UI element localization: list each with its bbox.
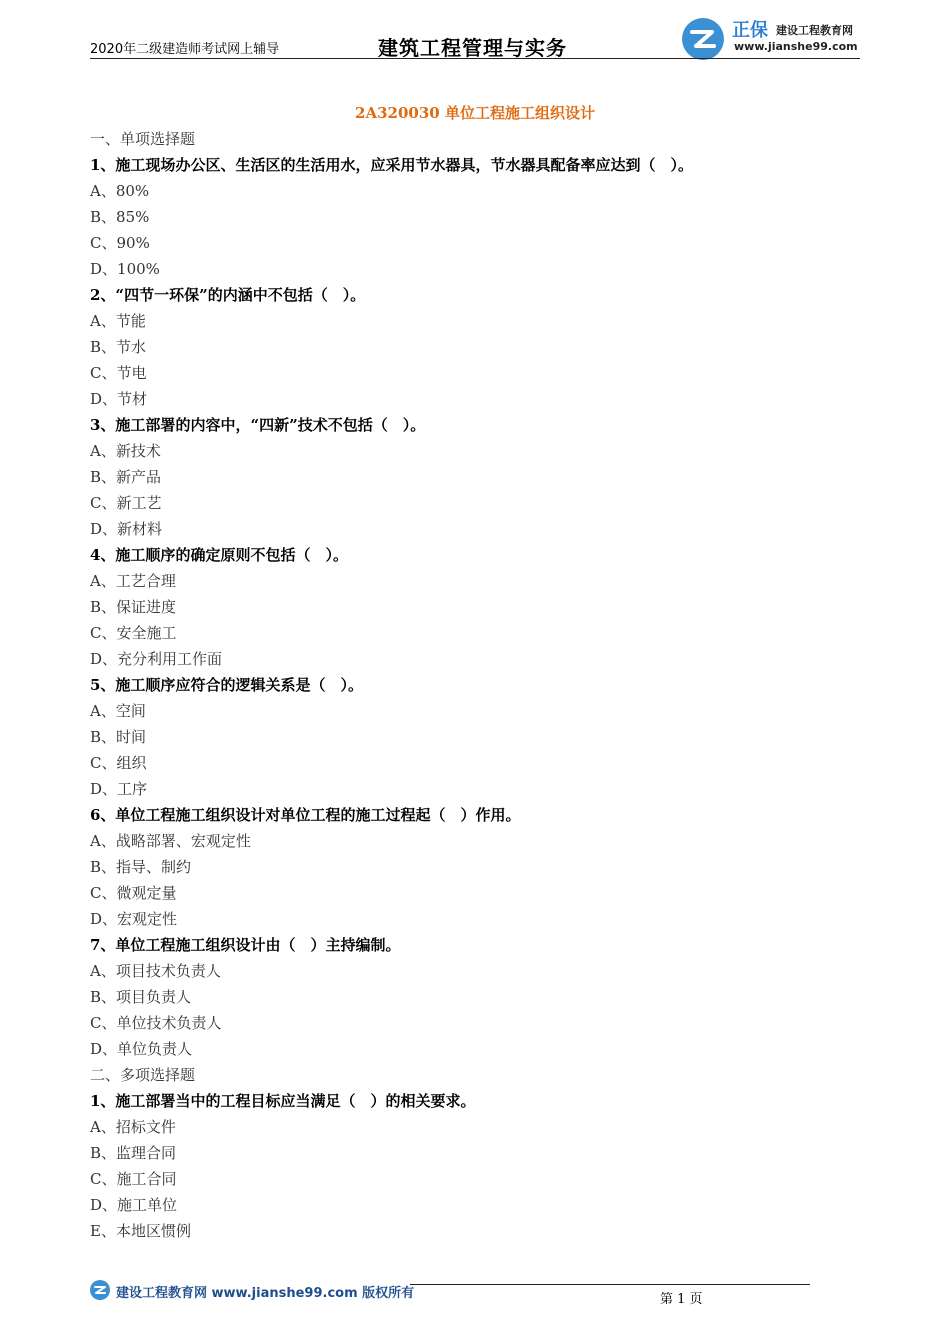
page-header [90,14,860,60]
answer-option: C、新工艺 [90,494,162,512]
answer-option: D、宏观定性 [90,910,178,928]
answer-option: C、施工合同 [90,1170,177,1188]
section-heading: 二、多项选择题 [90,1066,196,1084]
brand-logo[interactable] [682,14,862,58]
answer-option: E、本地区惯例 [90,1222,191,1240]
answer-option: B、节水 [90,338,147,356]
question-stem: 5、施工顺序应符合的逻辑关系是（ ）。 [90,676,363,694]
answer-option: A、工艺合理 [90,572,176,590]
footer-divider [410,1284,810,1285]
footer-logo-icon [90,1280,110,1300]
answer-option: D、100% [90,260,160,278]
question-stem: 4、施工顺序的确定原则不包括（ ）。 [90,546,348,564]
answer-option: C、单位技术负责人 [90,1014,222,1032]
header-divider [90,58,860,59]
logo-mark-icon [682,18,724,60]
answer-option: D、充分利用工作面 [90,650,223,668]
answer-option: D、单位负责人 [90,1040,193,1058]
page-footer [90,1276,810,1316]
question-stem: 1、施工现场办公区、生活区的生活用水，应采用节水器具，节水器具配备率应达到（ ）。 [90,156,693,174]
subject-title: 建筑工程管理与实务 [378,36,567,60]
answer-option: C、90% [90,234,150,252]
document-title: 2A320030 单位工程施工组织设计 [355,104,595,122]
section-heading: 一、单项选择题 [90,130,196,148]
answer-option: A、新技术 [90,442,161,460]
answer-option: C、微观定量 [90,884,177,902]
answer-option: B、项目负责人 [90,988,192,1006]
question-stem: 1、施工部署当中的工程目标应当满足（ ）的相关要求。 [90,1092,476,1110]
answer-option: C、节电 [90,364,147,382]
logo-site-name: 建设工程教育网 [776,24,853,37]
question-stem: 7、单位工程施工组织设计由（ ）主持编制。 [90,936,401,954]
answer-option: D、工序 [90,780,148,798]
question-stem: 6、单位工程施工组织设计对单位工程的施工过程起（ ）作用。 [90,806,521,824]
answer-option: D、新材料 [90,520,163,538]
answer-option: B、监理合同 [90,1144,177,1162]
answer-option: D、节材 [90,390,148,408]
answer-option: A、节能 [90,312,146,330]
answer-option: B、时间 [90,728,147,746]
exam-name: 2020年二级建造师考试网上辅导 [90,42,280,57]
logo-brand: 正保 [732,20,768,41]
answer-option: B、保证进度 [90,598,177,616]
answer-option: A、80% [90,182,150,200]
answer-option: B、新产品 [90,468,162,486]
answer-option: C、组织 [90,754,147,772]
logo-url: www.jianshe99.com [734,40,858,53]
answer-option: A、战略部署、宏观定性 [90,832,251,850]
answer-option: A、项目技术负责人 [90,962,221,980]
answer-option: B、85% [90,208,150,226]
footer-copyright: 建设工程教育网 www.jianshe99.com 版权所有 [116,1286,415,1301]
question-list [90,126,870,1244]
answer-option: C、安全施工 [90,624,177,642]
answer-option: B、指导、制约 [90,858,192,876]
question-stem: 2、“四节一环保”的内涵中不包括（ ）。 [90,286,366,304]
answer-option: A、空间 [90,702,146,720]
question-stem: 3、施工部署的内容中，“四新”技术不包括（ ）。 [90,416,426,434]
answer-option: D、施工单位 [90,1196,178,1214]
answer-option: A、招标文件 [90,1118,176,1136]
page-number: 第 1 页 [660,1292,703,1307]
